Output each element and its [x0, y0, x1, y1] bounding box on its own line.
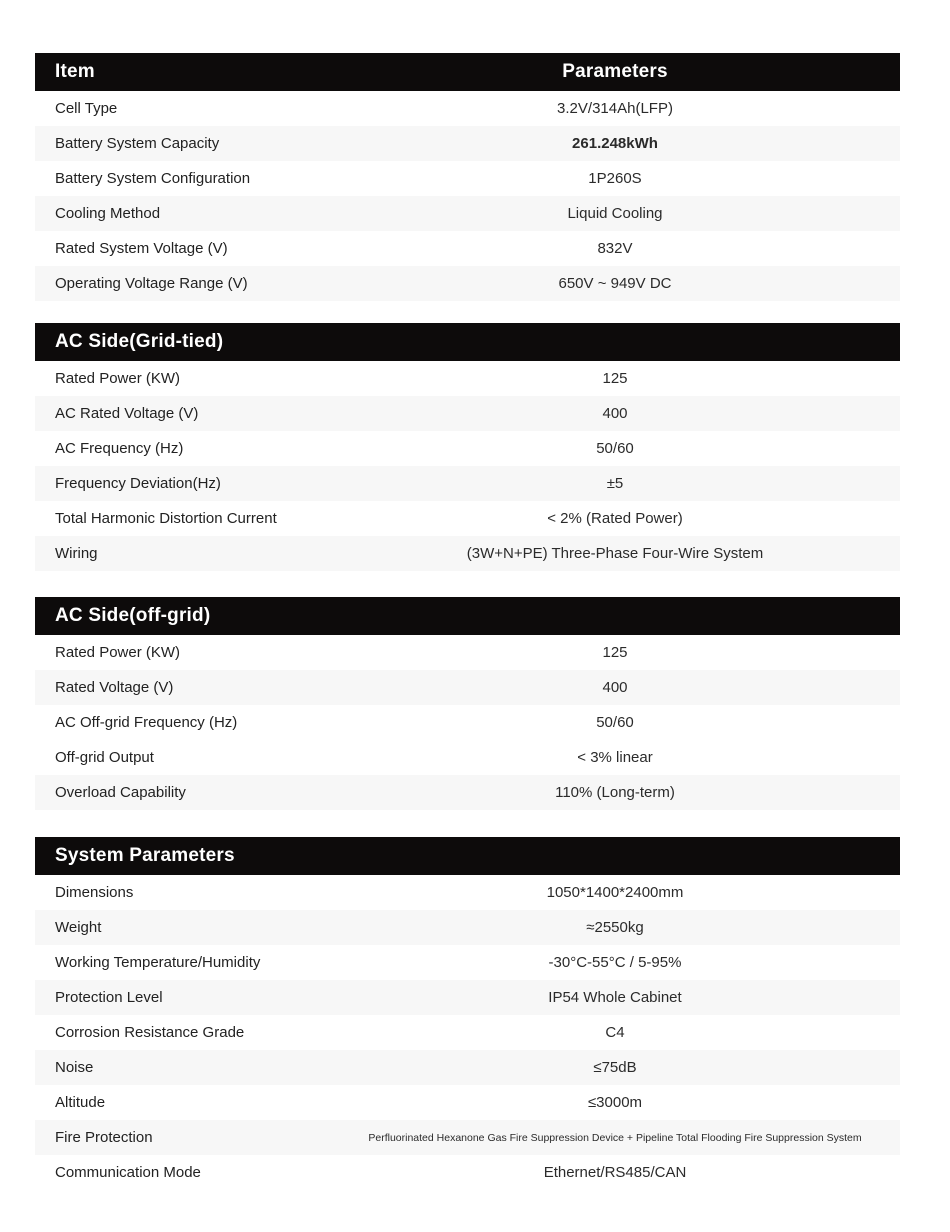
table-column-header-row: [35, 53, 900, 91]
row-communication-mode: [35, 1155, 900, 1190]
row-value: ≈2550kg: [586, 919, 644, 936]
row-label: Wiring: [55, 545, 98, 562]
row-value: 1050*1400*2400mm: [546, 884, 684, 901]
row-battery-system-capacity: [35, 126, 900, 161]
row-label: Off-grid Output: [55, 749, 154, 766]
row-value: ≤3000m: [587, 1094, 643, 1111]
row-total-harmonic-distortion: [35, 501, 900, 536]
row-label: Noise: [55, 1059, 94, 1076]
row-label: Fire Protection: [55, 1129, 153, 1146]
row-label: Protection Level: [55, 989, 163, 1006]
section-battery-system: [35, 53, 900, 301]
row-value: 125: [602, 644, 628, 661]
section-title-bar: [35, 597, 900, 635]
row-label: Weight: [55, 919, 102, 936]
row-value: 50/60: [596, 440, 634, 457]
row-value: Perfluorinated Hexanone Gas Fire Suppression Device + Pipeline Total Flooding Fire Suppression System: [368, 1131, 862, 1144]
row-value: 400: [602, 679, 628, 696]
row-cell-type: [35, 91, 900, 126]
row-frequency-deviation: [35, 466, 900, 501]
row-weight: [35, 910, 900, 945]
row-fire-protection: [35, 1120, 900, 1155]
row-cooling-method: [35, 196, 900, 231]
row-value: Ethernet/RS485/CAN: [543, 1164, 687, 1181]
row-ac-rated-voltage: [35, 396, 900, 431]
row-rated-system-voltage: [35, 231, 900, 266]
row-label: Rated Voltage (V): [55, 679, 174, 696]
row-value: IP54 Whole Cabinet: [548, 989, 682, 1006]
row-label: Battery System Configuration: [55, 170, 251, 187]
row-value: 3.2V/314Ah(LFP): [557, 100, 673, 117]
row-label: Altitude: [55, 1094, 106, 1111]
row-value: 832V: [597, 240, 633, 257]
section-ac-side-grid-tied: [35, 323, 900, 571]
section-title: AC Side(off-grid): [55, 605, 211, 626]
section-ac-side-off-grid: [35, 597, 900, 810]
row-ac-offgrid-frequency: [35, 705, 900, 740]
row-value: ≤75dB: [593, 1059, 637, 1076]
row-altitude: [35, 1085, 900, 1120]
row-rated-power-grid: [35, 361, 900, 396]
row-working-temperature-humidity: [35, 945, 900, 980]
column-header-item: Item: [55, 61, 95, 82]
row-label: AC Frequency (Hz): [55, 440, 184, 457]
section-title: AC Side(Grid-tied): [55, 331, 224, 352]
row-ac-frequency: [35, 431, 900, 466]
row-label: Frequency Deviation(Hz): [55, 475, 221, 492]
row-value: 125: [602, 370, 628, 387]
row-label: Total Harmonic Distortion Current: [55, 510, 277, 527]
row-label: Corrosion Resistance Grade: [55, 1024, 245, 1041]
row-offgrid-output: [35, 740, 900, 775]
row-corrosion-resistance-grade: [35, 1015, 900, 1050]
row-value: < 3% linear: [577, 749, 653, 766]
row-value: 400: [602, 405, 628, 422]
row-label: Cell Type: [55, 100, 118, 117]
row-label: Operating Voltage Range (V): [55, 275, 248, 292]
row-label: Working Temperature/Humidity: [55, 954, 261, 971]
row-value: -30°C-55°C / 5-95%: [548, 954, 682, 971]
section-system-parameters: [35, 837, 900, 1190]
row-protection-level: [35, 980, 900, 1015]
row-value: (3W+N+PE) Three-Phase Four-Wire System: [466, 545, 764, 562]
row-label: Overload Capability: [55, 784, 186, 801]
row-battery-system-configuration: [35, 161, 900, 196]
section-title-bar: [35, 837, 900, 875]
row-rated-voltage-offgrid: [35, 670, 900, 705]
row-label: Rated Power (KW): [55, 370, 181, 387]
section-title: System Parameters: [55, 845, 235, 866]
row-label: Rated Power (KW): [55, 644, 181, 661]
row-value: 110% (Long-term): [555, 784, 675, 801]
row-wiring: [35, 536, 900, 571]
row-noise: [35, 1050, 900, 1085]
row-value: 650V ~ 949V DC: [558, 275, 672, 292]
row-value: 261.248kWh: [572, 135, 658, 152]
row-label: Rated System Voltage (V): [55, 240, 228, 257]
row-value: 1P260S: [588, 170, 642, 187]
row-value: < 2% (Rated Power): [547, 510, 683, 527]
row-value: 50/60: [596, 714, 634, 731]
section-title-bar: [35, 323, 900, 361]
row-value: Liquid Cooling: [567, 205, 663, 222]
row-value: C4: [605, 1024, 625, 1041]
row-value: ±5: [606, 475, 624, 492]
row-label: Communication Mode: [55, 1164, 201, 1181]
row-overload-capability: [35, 775, 900, 810]
row-label: AC Off-grid Frequency (Hz): [55, 714, 238, 731]
row-label: Battery System Capacity: [55, 135, 220, 152]
row-label: Dimensions: [55, 884, 134, 901]
row-label: AC Rated Voltage (V): [55, 405, 199, 422]
row-rated-power-offgrid: [35, 635, 900, 670]
column-header-parameters: Parameters: [562, 61, 668, 82]
row-operating-voltage-range: [35, 266, 900, 301]
row-label: Cooling Method: [55, 205, 161, 222]
row-dimensions: [35, 875, 900, 910]
